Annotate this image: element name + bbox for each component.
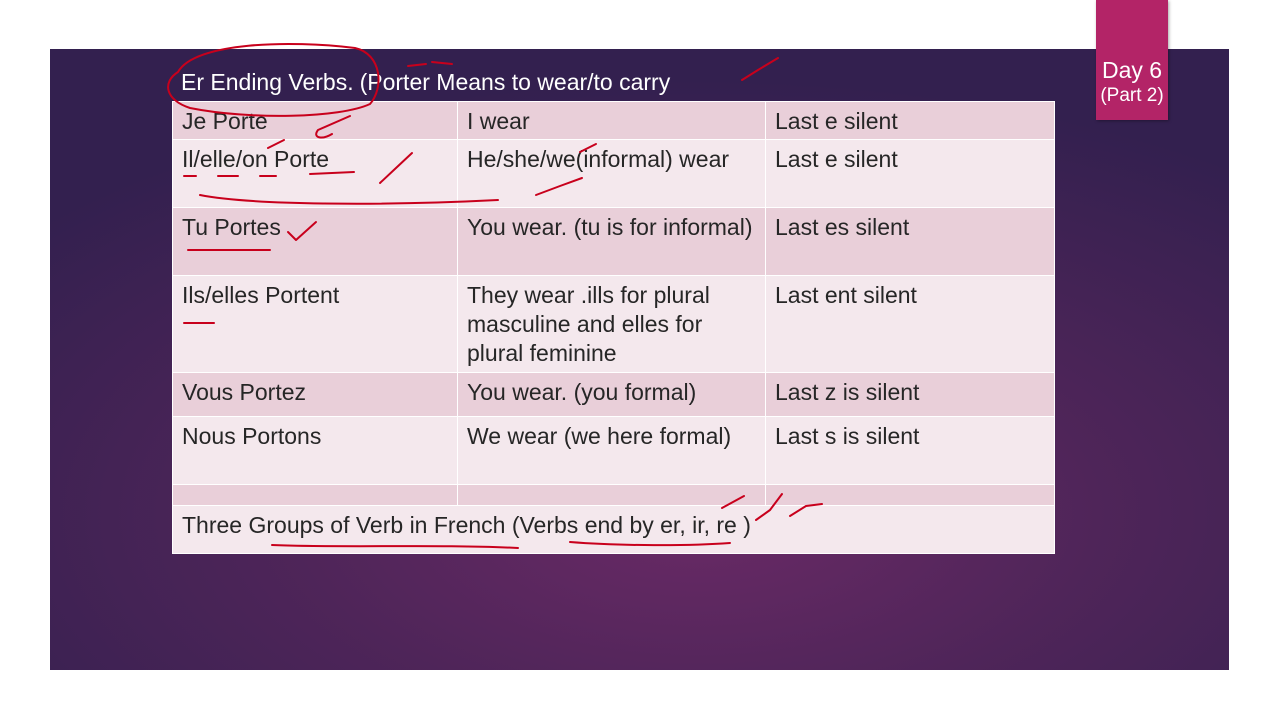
pronoun-form-cell: Vous Portez: [173, 373, 458, 417]
note-cell: Last z is silent: [766, 373, 1055, 417]
meaning-cell: They wear .ills for plural masculine and elles for plural feminine: [458, 276, 766, 373]
title-part-1: Er Ending Verbs.: [181, 69, 354, 95]
pronoun-form-cell: Tu Portes: [173, 208, 458, 276]
table-row-empty: [173, 485, 1055, 506]
note-cell: Last e silent: [766, 140, 1055, 208]
pronoun-form-cell: Il/elle/on Porte: [173, 140, 458, 208]
table-row: [173, 417, 1055, 485]
table-row: [173, 208, 1055, 276]
table-row: [173, 373, 1055, 417]
empty-cell: [458, 485, 766, 506]
pronoun-form-cell: Ils/elles Portent: [173, 276, 458, 373]
conjugation-table: [172, 101, 1055, 554]
title-part-2: (Porter Means to wear/to carry: [359, 69, 671, 95]
pronoun-form-cell: Je Porte: [173, 102, 458, 140]
meaning-cell: We wear (we here formal): [458, 417, 766, 485]
note-cell: Last s is silent: [766, 417, 1055, 485]
empty-cell: [766, 485, 1055, 506]
note-cell: Last es silent: [766, 208, 1055, 276]
part-label: (Part 2): [1100, 85, 1164, 106]
meaning-cell: He/she/we(informal) wear: [458, 140, 766, 208]
meaning-cell: You wear. (you formal): [458, 373, 766, 417]
pronoun-form-cell: Nous Portons: [173, 417, 458, 485]
note-cell: Last e silent: [766, 102, 1055, 140]
table-row: [173, 140, 1055, 208]
meaning-cell: You wear. (tu is for informal): [458, 208, 766, 276]
table-row: [173, 276, 1055, 373]
empty-cell: [173, 485, 458, 506]
slide-title: [181, 66, 670, 98]
day-label: Day 6: [1101, 57, 1163, 83]
table-footer-row: [173, 506, 1055, 554]
note-cell: Last ent silent: [766, 276, 1055, 373]
meaning-cell: I wear: [458, 102, 766, 140]
table-row: [173, 102, 1055, 140]
footer-cell: Three Groups of Verb in French (Verbs end by er, ir, re ): [173, 506, 1055, 554]
day-tag: [1096, 0, 1168, 120]
